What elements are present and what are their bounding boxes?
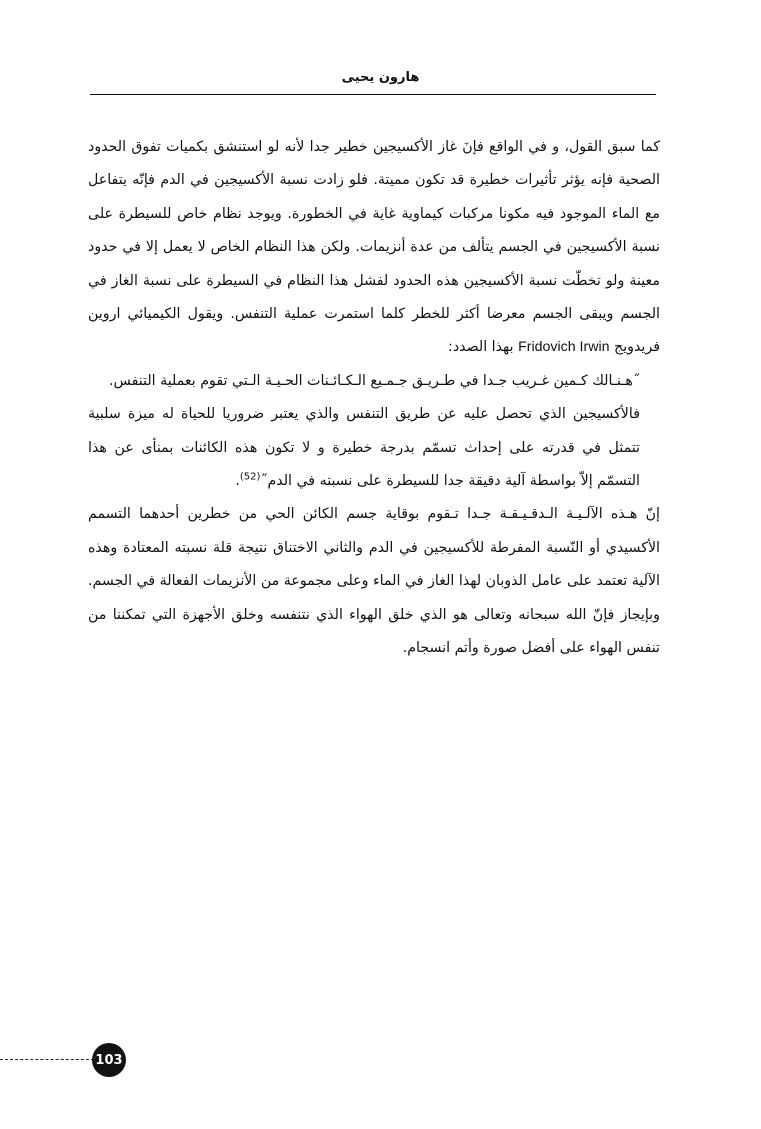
quotation-block <box>88 365 660 499</box>
quote-end-mark: . <box>235 473 240 490</box>
page-body <box>88 131 660 666</box>
running-header-title: هارون يحيى <box>341 70 420 85</box>
quote-line-2 <box>88 398 660 498</box>
quote-line-2-text: فالأكسيجين الذي تحصل عليه عن طريق التنفس والذي يعتبر ضروريا للحياة له ميزة سلبية تتمثل في قدرته على إحداث تسمّم بدرجة خطيرة و لا تكون هذه الكائنات بمنأى عن هذا التسمّم إلاّ بواسطة آلية دقيقة جدا للسيطرة على نسبته في الدم˝ <box>88 406 640 490</box>
intro-tail: بهذا الصدد: <box>448 339 514 356</box>
paragraph-intro-text: كما سبق القول، و في الواقع فإنَ غاز الأكسيجين خطير جدا لأنه لو استنشق بكميات تفوق الحدود الصحية فإنه يؤثر تأثيرات خطيرة قد تكون مميتة. فلو زادت نسبة الأكسيجين في الدم فإنّه يتفاعل مع الماء الموجود فيه مكونا مركبات كيماوية غاية في الخطورة. ويوجد نظام خاص للسيطرة على نسبة الأكسيجين في الجسم يتألف من عدة أنزيمات. ولكن هذا النظام الخاص لا يعمل إلا في حدود معينة ولو تخطّت نسبة الأكسيجين هذه الحدود لفشل هذا النظام في السيطرة على نسبة الغاز في الجسم ويبقى الجسم معرضا أكثر للخطر كلما استمرت عملية التنفس. ويقول الكيميائي اروين فريدويج <box>88 139 660 356</box>
paragraph-closing-2: وبإيجاز فإنّ الله سبحانه وتعالى هو الذي خلق الهواء الذي نتنفسه وخلق الأجهزة التي تمكننا من تنفس الهواء على أفضل صورة وأتم انسجام. <box>88 606 660 657</box>
paragraph-closing-1: إنّ هـذه الآلـيـة الـدقـيـقـة جـدا تـقوم بوقاية جسم الكائن الحي من خطرين أحدهما التسمم الأكسيدي أو النّسبة المفرطة للأكسيجين في الدم والثاني الاختناق نتيجة قلة نسبته المعتادة وهذه الآلية تعتمد على عامل الذوبان لهذا الغاز في الماء وعلى مجموعة من الأنزيمات الفعالة في الجسم. <box>87 506 660 590</box>
quote-line-1: ˝هـنـالك كـمين غـريب جـدا في طـريـق جـمـيع الـكـائـنات الحـيـة الـتي تقوم بعملية التنفس. <box>109 372 640 389</box>
latin-name: Fridovich Irwin <box>518 339 610 356</box>
paragraph-intro <box>88 131 660 365</box>
footer-dashed-rule <box>0 1059 94 1060</box>
footnote-reference: (52) <box>239 471 261 483</box>
page-number-badge: 103 <box>92 1043 126 1077</box>
header-rule <box>90 94 656 95</box>
